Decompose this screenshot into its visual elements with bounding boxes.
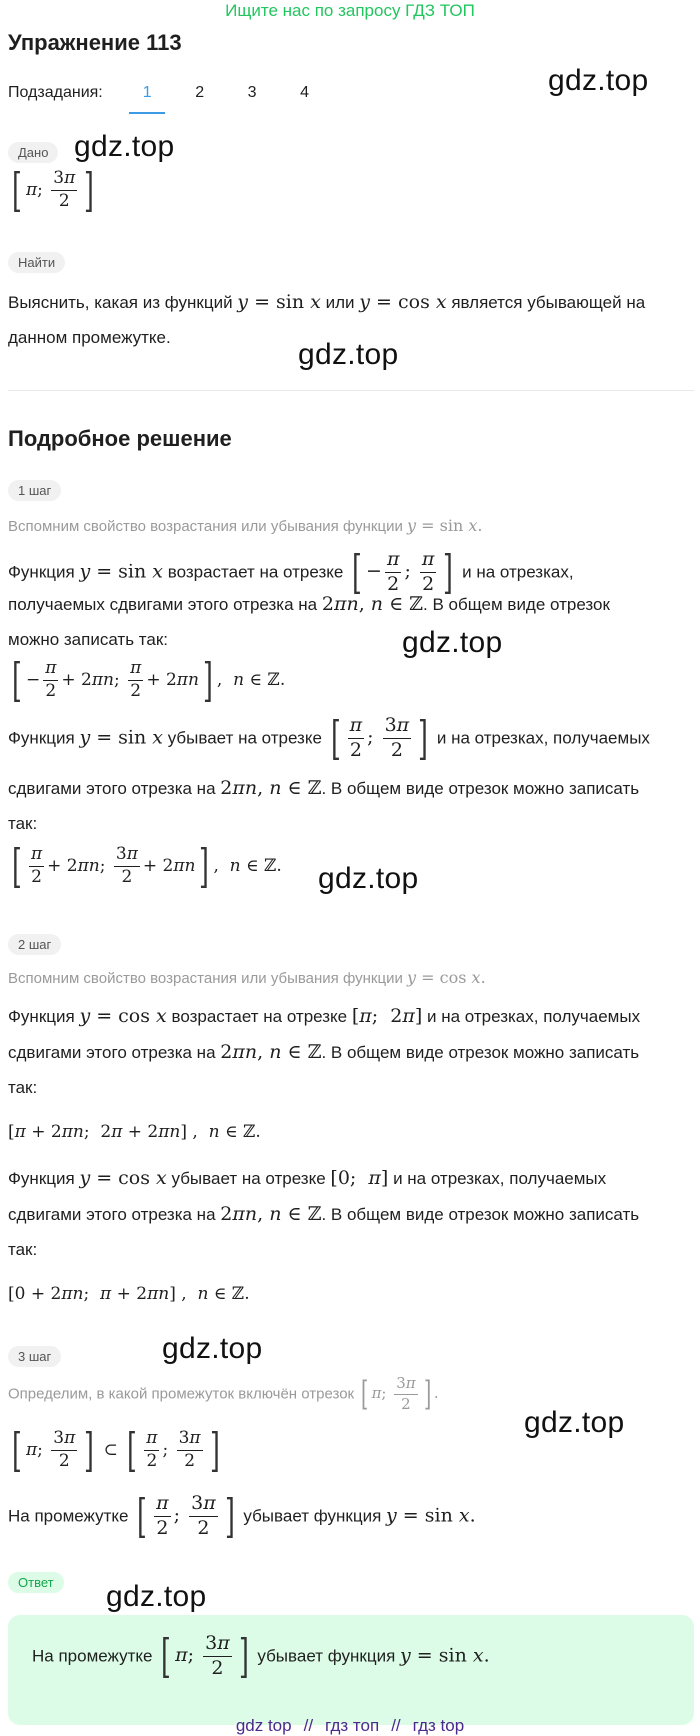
answer-badge: Ответ	[8, 1572, 64, 1593]
tab-subtask-1[interactable]: 1	[129, 84, 165, 114]
subtask-nav	[8, 84, 335, 114]
find-text-cont: данном промежутке.	[8, 328, 171, 347]
step-1-line-6: так:	[8, 814, 38, 833]
footer-link[interactable]: гдз top	[412, 1716, 465, 1735]
tab-subtask-3[interactable]: 3	[247, 84, 257, 101]
watermark: gdz.top	[162, 1332, 263, 1365]
watermark: gdz.top	[548, 64, 649, 97]
step-2-line-1: Функция y = cos x возрастает на отрезке [π; 2π] и на отрезках, получаемых	[8, 1005, 641, 1027]
footer-sep: //	[391, 1716, 401, 1735]
step-2-formula-1: [π + 2πn; 2π + 2πn] , n ∈ ℤ.	[8, 1122, 261, 1142]
tab-subtask-4[interactable]: 4	[300, 84, 309, 101]
page-title: Упражнение 113	[8, 30, 182, 55]
step-1-line-1: Функция y = sin x возрастает на отрезке [ − $\frac{\pi}{2}$ ; $\frac{\pi}{2}$ ] и на отрезках,	[8, 545, 574, 600]
watermark: gdz.top	[298, 338, 399, 371]
step-2-badge: 2 шаг	[8, 934, 61, 955]
step-2-line-3: так:	[8, 1078, 38, 1097]
step-3-conclusion: На промежутке [ $\frac{\pi}{2}$ ; $\frac{3\pi}{2}$ ] убывает функция y = sin x.	[8, 1489, 476, 1544]
step-2-hint: Вспомним свойство возрастания или убывания функции y = cos x.	[8, 968, 486, 987]
watermark: gdz.top	[402, 626, 503, 659]
step-3-badge: 3 шаг	[8, 1346, 61, 1367]
find-text: Выяснить, какая из функций y = sin x или y = cos x является убывающей на	[8, 291, 646, 313]
footer-sep: //	[303, 1716, 314, 1735]
subtask-label: Подзадания:	[8, 84, 103, 101]
step-1-line-5: сдвигами этого отрезка на 2πn, n ∈ ℤ. В общем виде отрезок можно записать	[8, 777, 640, 799]
given-interval: [ π; $\frac{3\pi}{2}$ ]	[12, 163, 95, 218]
step-3-formula: [ π; $\frac{3\pi}{2}$ ] ⊂ [ $\frac{\pi}{2}$ ; $\frac{3\pi}{2}$ ]	[12, 1423, 220, 1478]
step-1-line-2: получаемых сдвигами этого отрезка на 2πn, n ∈ ℤ. В общем виде отрезок	[8, 593, 610, 615]
watermark: gdz.top	[318, 862, 419, 895]
find-badge: Найти	[8, 252, 65, 273]
step-2-line-4: Функция y = cos x убывает на отрезке [0; π] и на отрезках, получаемых	[8, 1167, 607, 1189]
step-1-line-3: можно записать так:	[8, 630, 168, 649]
step-2-line-2: сдвигами этого отрезка на 2πn, n ∈ ℤ. В общем виде отрезок можно записать	[8, 1041, 640, 1063]
step-2-line-5: сдвигами этого отрезка на 2πn, n ∈ ℤ. В общем виде отрезок можно записать	[8, 1203, 640, 1225]
watermark: gdz.top	[106, 1580, 207, 1613]
answer-text: На промежутке [ π; $\frac{3\pi}{2}$ ] убывает функция y = sin x.	[32, 1629, 490, 1684]
step-2-line-6: так:	[8, 1240, 38, 1259]
step-1-formula-1: [ − $\frac{\pi}{2}$ + 2πn; $\frac{\pi}{2}$ + 2πn] , n ∈ ℤ.	[12, 653, 286, 708]
search-banner: Ищите нас по запросу ГДЗ ТОП	[225, 1, 475, 20]
watermark: gdz.top	[524, 1406, 625, 1439]
given-badge: Дано	[8, 142, 58, 163]
divider	[8, 390, 694, 391]
step-3-hint: Определим, в какой промежуток включён отрезок [ π; $\frac{3\pi}{2}$ ] .	[8, 1374, 439, 1415]
footer-links	[0, 1716, 700, 1736]
solution-title: Подробное решение	[8, 426, 232, 451]
step-1-hint: Вспомним свойство возрастания или убывания функции y = sin x.	[8, 516, 483, 535]
watermark: gdz.top	[74, 130, 175, 163]
footer-link[interactable]: gdz top	[235, 1716, 292, 1735]
step-1-badge: 1 шаг	[8, 480, 61, 501]
footer-link[interactable]: гдз топ	[325, 1716, 380, 1735]
step-1-line-4: Функция y = sin x убывает на отрезке [ $\frac{\pi}{2}$ ; $\frac{3\pi}{2}$ ] и на отрезках, получаемых	[8, 711, 650, 766]
step-2-formula-2: [0 + 2πn; π + 2πn] , n ∈ ℤ.	[8, 1284, 250, 1304]
step-1-formula-2: [ $\frac{\pi}{2}$ + 2πn; $\frac{3\pi}{2}$ + 2πn] , n ∈ ℤ.	[12, 839, 282, 894]
tab-subtask-2[interactable]: 2	[195, 84, 205, 101]
